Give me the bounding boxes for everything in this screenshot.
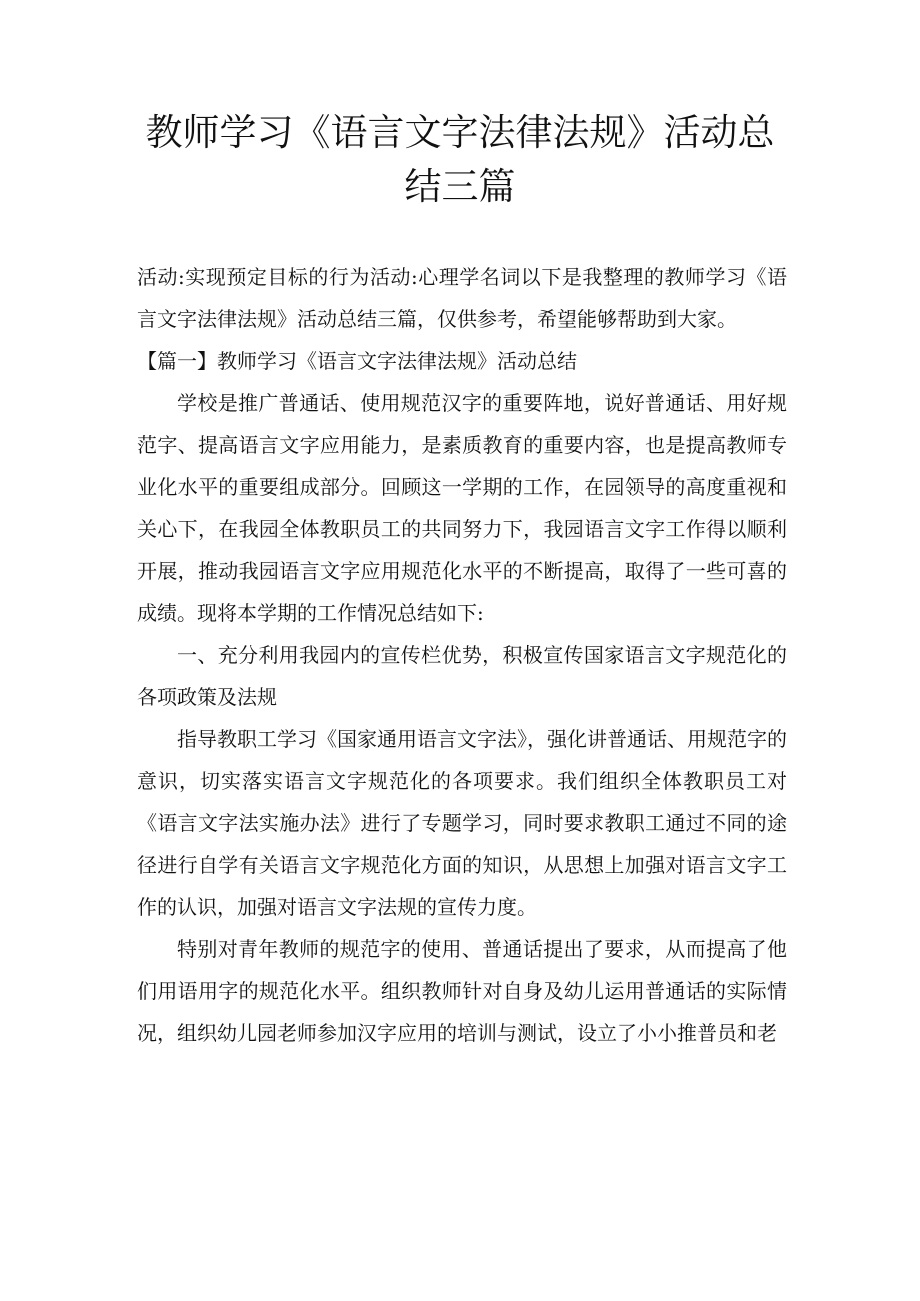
subsection-heading: 一、充分利用我园内的宣传栏优势，积极宣传国家语言文字规范化的各项政策及法规 [137,643,787,709]
document-body [137,256,787,1054]
body-paragraph: 特别对青年教师的规范字的使用、普通话提出了要求，从而提高了他们用语用字的规范化水平。组织教师针对自身及幼儿运用普通话的实际情况，组织幼儿园老师参加汉字应用的培训与测试，设立了小小推普员和老 [137,937,787,1045]
section-heading: 【篇一】教师学习《语言文字法律法规》活动总结 [137,349,577,373]
document-title: 教师学习《语言文字法律法规》活动总结三篇 [145,111,775,208]
body-paragraph: 指导教职工学习《国家通用语言文字法》，强化讲普通话、用规范字的意识，切实落实语言文字规范化的各项要求。我们组织全体教职员工对《语言文字法实施办法》进行了专题学习，同时要求教职工通过不同的途径进行自学有关语言文字规范化方面的知识，从思想上加强对语言文字工作的认识，加强对语言文字法规的宣传力度。 [137,727,787,919]
body-paragraph: 学校是推广普通话、使用规范汉字的重要阵地，说好普通话、用好规范字、提高语言文字应用能力，是素质教育的重要内容，也是提高教师专业化水平的重要组成部分。回顾这一学期的工作，在园领导的高度重视和关心下，在我园全体教职员工的共同努力下，我园语言文字工作得以顺利开展，推动我园语言文字应用规范化水平的不断提高，取得了一些可喜的成绩。现将本学期的工作情况总结如下: [137,391,787,625]
intro-paragraph: 活动:实现预定目标的行为活动:心理学名词以下是我整理的教师学习《语言文字法律法规》活动总结三篇，仅供参考，希望能够帮助到大家。 [137,265,787,331]
